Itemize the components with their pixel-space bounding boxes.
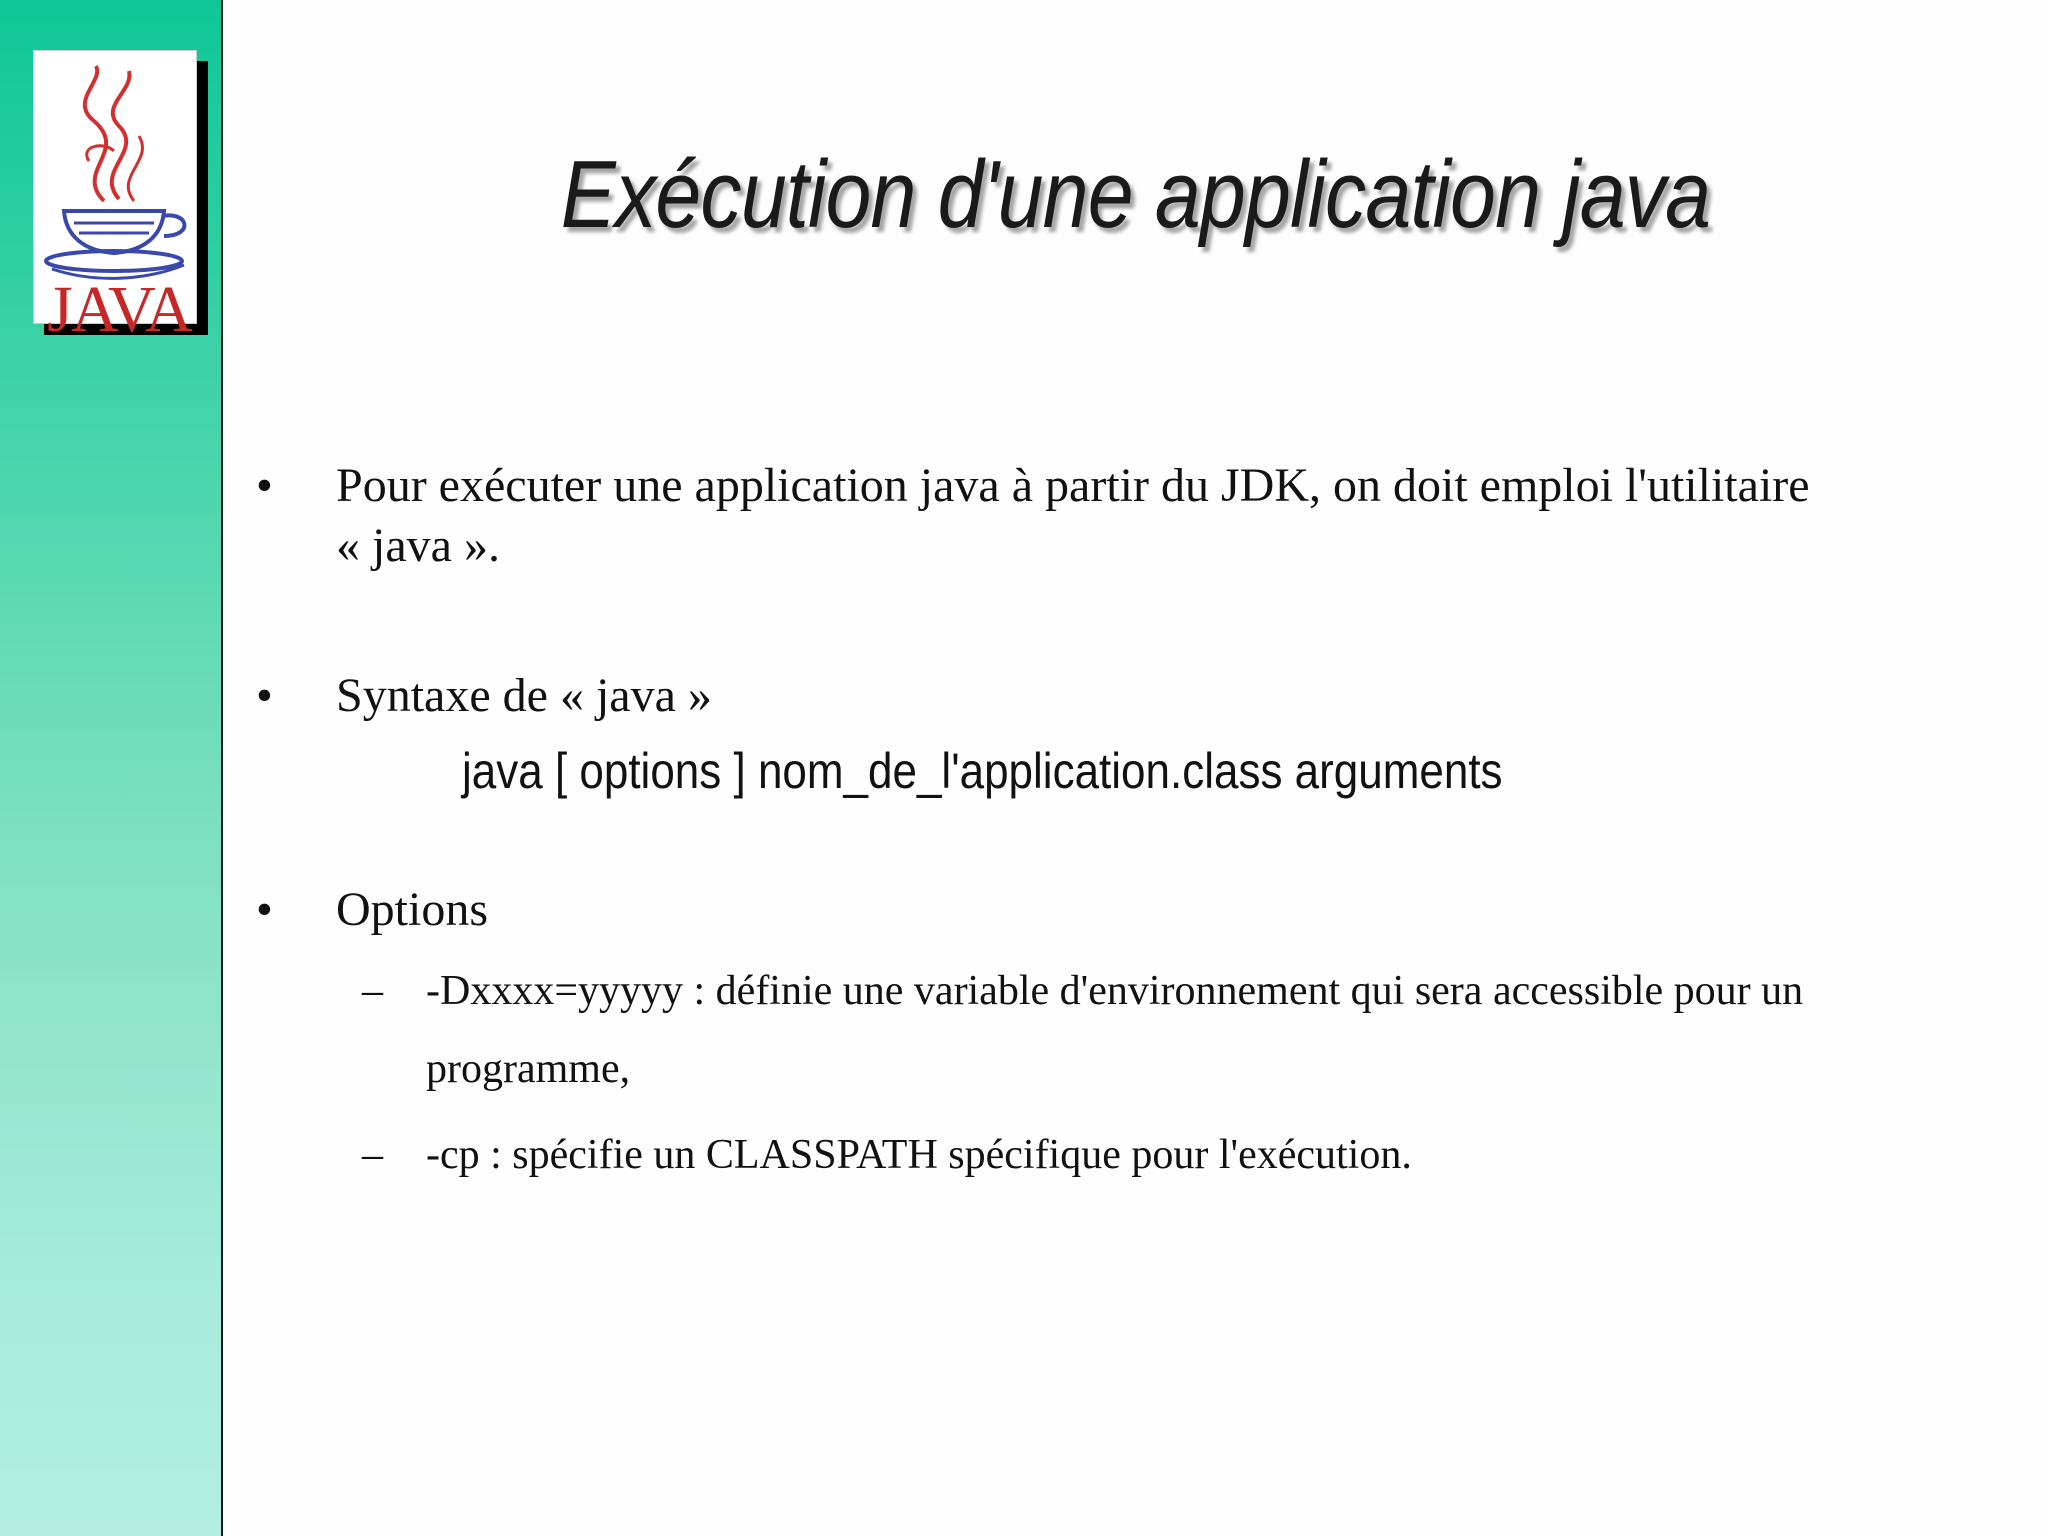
- sidebar-gradient: [0, 0, 223, 1536]
- bullet-marker: •: [256, 883, 273, 936]
- bullet-text: Pour exécuter une application java à partir du JDK, on doit emploi l'utilitaire « java ».: [336, 459, 1810, 572]
- syntax-line: java [ options ] nom_de_l'application.class arguments: [462, 743, 1503, 799]
- slide-title: Exécution d'une application java: [560, 141, 1711, 248]
- sub-bullet-marker: –: [362, 968, 383, 1014]
- bullet-text: Options: [336, 883, 489, 936]
- bullet-text: Syntaxe de « java »: [336, 669, 712, 722]
- bullet-marker: •: [256, 669, 273, 722]
- java-logo-text: JAVA: [47, 273, 191, 346]
- sub-bullet-text: -cp : spécifie un CLASSPATH spécifique pour l'exécution.: [426, 1132, 1412, 1178]
- java-logo: [33, 50, 197, 346]
- sub-bullet-marker: –: [362, 1132, 383, 1178]
- bullet-marker: •: [256, 459, 273, 512]
- sub-bullet-text: -Dxxxx=yyyyy : définie une variable d'environnement qui sera accessible pour un programme,: [426, 968, 1804, 1092]
